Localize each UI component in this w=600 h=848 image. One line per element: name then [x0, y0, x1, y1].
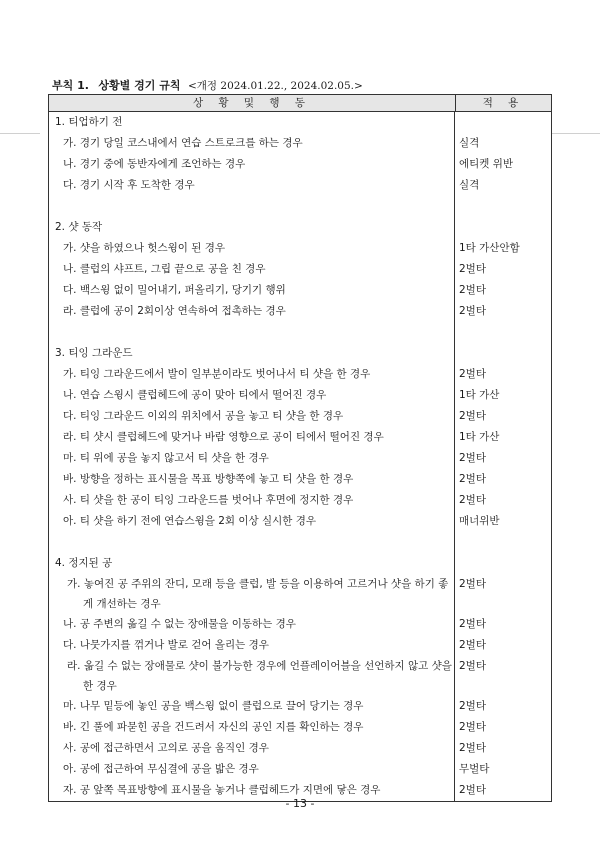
- situation-text: 가. 놓여진 공 주위의 잔디, 모래 등을 클럽, 발 등을 이용하여 고르거나 샷을 하기 좋게 개선하는 경우: [67, 578, 449, 610]
- table-header: [49, 95, 551, 112]
- penalty-text: 2벌타: [459, 410, 486, 422]
- situation-text: 가. 티잉 그라운드에서 발이 일부분이라도 벗어나서 티 샷을 한 경우: [63, 368, 371, 380]
- situation-text: 라. 티 샷시 클럽헤드에 맞거나 바람 영향으로 공이 티에서 떨어진 경우: [63, 431, 384, 443]
- penalty-text: 2벌타: [459, 473, 486, 485]
- table-row: [49, 656, 551, 696]
- table-row: [49, 574, 551, 614]
- table-row: [49, 738, 551, 759]
- table-row: [49, 238, 551, 259]
- penalty-text: [455, 322, 551, 343]
- penalty-text: 2벌타: [459, 494, 486, 506]
- section-row: [49, 343, 551, 364]
- table-row: [49, 280, 551, 301]
- situation-text: 사. 티 샷을 한 공이 티잉 그라운드를 벗어나 후면에 정지한 경우: [63, 494, 354, 506]
- situation-text: 가. 샷을 하였으나 헛스윙이 된 경우: [63, 242, 226, 254]
- situation-text: 나. 클럽의 샤프트, 그립 끝으로 공을 친 경우: [63, 263, 266, 275]
- table-row: [49, 301, 551, 322]
- scan-artifact-line-left: [0, 133, 40, 134]
- penalty-text: [455, 343, 551, 364]
- penalty-text: 2벌타: [459, 660, 486, 672]
- table-row: [49, 385, 551, 406]
- table-row: [49, 759, 551, 780]
- situation-text: 자. 공 앞쪽 목표방향에 표시물을 놓거나 클럽헤드가 지면에 닿은 경우: [63, 784, 381, 796]
- section-row: [49, 112, 551, 133]
- penalty-text: 1타 가산: [459, 389, 500, 401]
- penalty-text: 2벌타: [459, 618, 486, 630]
- table-row: [49, 469, 551, 490]
- penalty-text: 1타 가산: [459, 431, 500, 443]
- table-row: [49, 614, 551, 635]
- penalty-text: 2벌타: [459, 578, 486, 590]
- table-body: [49, 112, 551, 801]
- penalty-text: 2벌타: [459, 700, 486, 712]
- situation-text: 마. 나무 밑등에 놓인 공을 백스윙 없이 클럽으로 끌어 당기는 경우: [63, 700, 364, 712]
- situation-text: 다. 백스윙 없이 밀어내기, 퍼올리기, 당기기 행위: [63, 284, 286, 296]
- table-row: [49, 406, 551, 427]
- situation-text: 사. 공에 접근하면서 고의로 공을 움직인 경우: [63, 742, 269, 754]
- spacer-row: [49, 322, 551, 343]
- penalty-text: 2벌타: [459, 263, 486, 275]
- table-row: [49, 511, 551, 532]
- rules-table: [48, 94, 552, 802]
- penalty-text: 에티켓 위반: [459, 158, 514, 170]
- appendix-title: [52, 77, 363, 93]
- section-title: 4. 정지된 공: [55, 557, 113, 569]
- penalty-text: 실격: [459, 179, 480, 191]
- situation-text: 라. 클럽에 공이 2회이상 연속하여 접촉하는 경우: [63, 305, 286, 317]
- penalty-text: 2벌타: [459, 305, 486, 317]
- section-title: 1. 티업하기 전: [55, 116, 123, 128]
- penalty-text: 매너위반: [459, 515, 500, 527]
- situation-text: 다. 티잉 그라운드 이외의 위치에서 공을 놓고 티 샷을 한 경우: [63, 410, 344, 422]
- situation-text: 가. 경기 당일 코스내에서 연습 스트로크를 하는 경우: [63, 137, 303, 149]
- table-row: [49, 175, 551, 196]
- situation-text: 나. 공 주변의 옮길 수 없는 장애물을 이동하는 경우: [63, 618, 296, 630]
- header-situation: 상 황 및 행 동: [49, 95, 456, 111]
- penalty-text: 2벌타: [459, 284, 486, 296]
- table-row: [49, 448, 551, 469]
- situation-text: 바. 방향을 정하는 표시물을 목표 방향쪽에 놓고 티 샷을 한 경우: [63, 473, 354, 485]
- situation-text: 나. 연습 스윙시 클럽헤드에 공이 맞아 티에서 떨어진 경우: [63, 389, 327, 401]
- situation-text: 바. 긴 풀에 파묻힌 공을 건드려서 자신의 공인 지를 확인하는 경우: [63, 721, 364, 733]
- table-row: [49, 154, 551, 175]
- table-row: [49, 490, 551, 511]
- table-row: [49, 427, 551, 448]
- penalty-text: 2벌타: [459, 784, 486, 796]
- table-row: [49, 635, 551, 656]
- situation-text: 다. 나뭇가지를 꺾거나 발로 걷어 올리는 경우: [63, 639, 269, 651]
- section-row: [49, 553, 551, 574]
- situation-text: 아. 티 샷을 하기 전에 연습스윙을 2회 이상 실시한 경우: [63, 515, 317, 527]
- penalty-text: [455, 196, 551, 217]
- table-row: [49, 133, 551, 154]
- section-title: 3. 티잉 그라운드: [55, 347, 133, 359]
- page-number: - 13 -: [285, 797, 315, 810]
- situation-text: 아. 공에 접근하여 무심결에 공을 밟은 경우: [63, 763, 259, 775]
- penalty-text: 1타 가산안함: [459, 242, 520, 254]
- penalty-text: [455, 532, 551, 553]
- penalty-text: 2벌타: [459, 721, 486, 733]
- spacer-row: [49, 532, 551, 553]
- table-row: [49, 717, 551, 738]
- penalty-text: 2벌타: [459, 368, 486, 380]
- table-row: [49, 696, 551, 717]
- scan-artifact-line-right: [552, 133, 600, 134]
- penalty-text: 2벌타: [459, 639, 486, 651]
- penalty-text: [455, 112, 551, 133]
- situation-text: 다. 경기 시작 후 도착한 경우: [63, 179, 195, 191]
- penalty-text: 실격: [459, 137, 480, 149]
- penalty-text: 2벌타: [459, 452, 486, 464]
- situation-text: 마. 티 위에 공을 놓지 않고서 티 샷을 한 경우: [63, 452, 269, 464]
- section-row: [49, 217, 551, 238]
- appendix-number: 부칙 1.: [52, 79, 89, 92]
- situation-text: 나. 경기 중에 동반자에게 조언하는 경우: [63, 158, 246, 170]
- revision-note: <개정 2024.01.22., 2024.02.05.>: [187, 80, 363, 92]
- penalty-text: 무벌타: [459, 763, 490, 775]
- situation-text: 라. 옮길 수 없는 장애물로 샷이 불가능한 경우에 언플레이어블을 선언하지 않고 샷을 한 경우: [67, 660, 452, 692]
- header-penalty: 적 용: [482, 97, 525, 109]
- table-row: [49, 259, 551, 280]
- penalty-text: [455, 217, 551, 238]
- section-title: 2. 샷 동작: [55, 221, 103, 233]
- table-row: [49, 364, 551, 385]
- penalty-text: 2벌타: [459, 742, 486, 754]
- penalty-text: [455, 553, 551, 574]
- spacer-row: [49, 196, 551, 217]
- appendix-name: 상황별 경기 규칙: [98, 79, 181, 92]
